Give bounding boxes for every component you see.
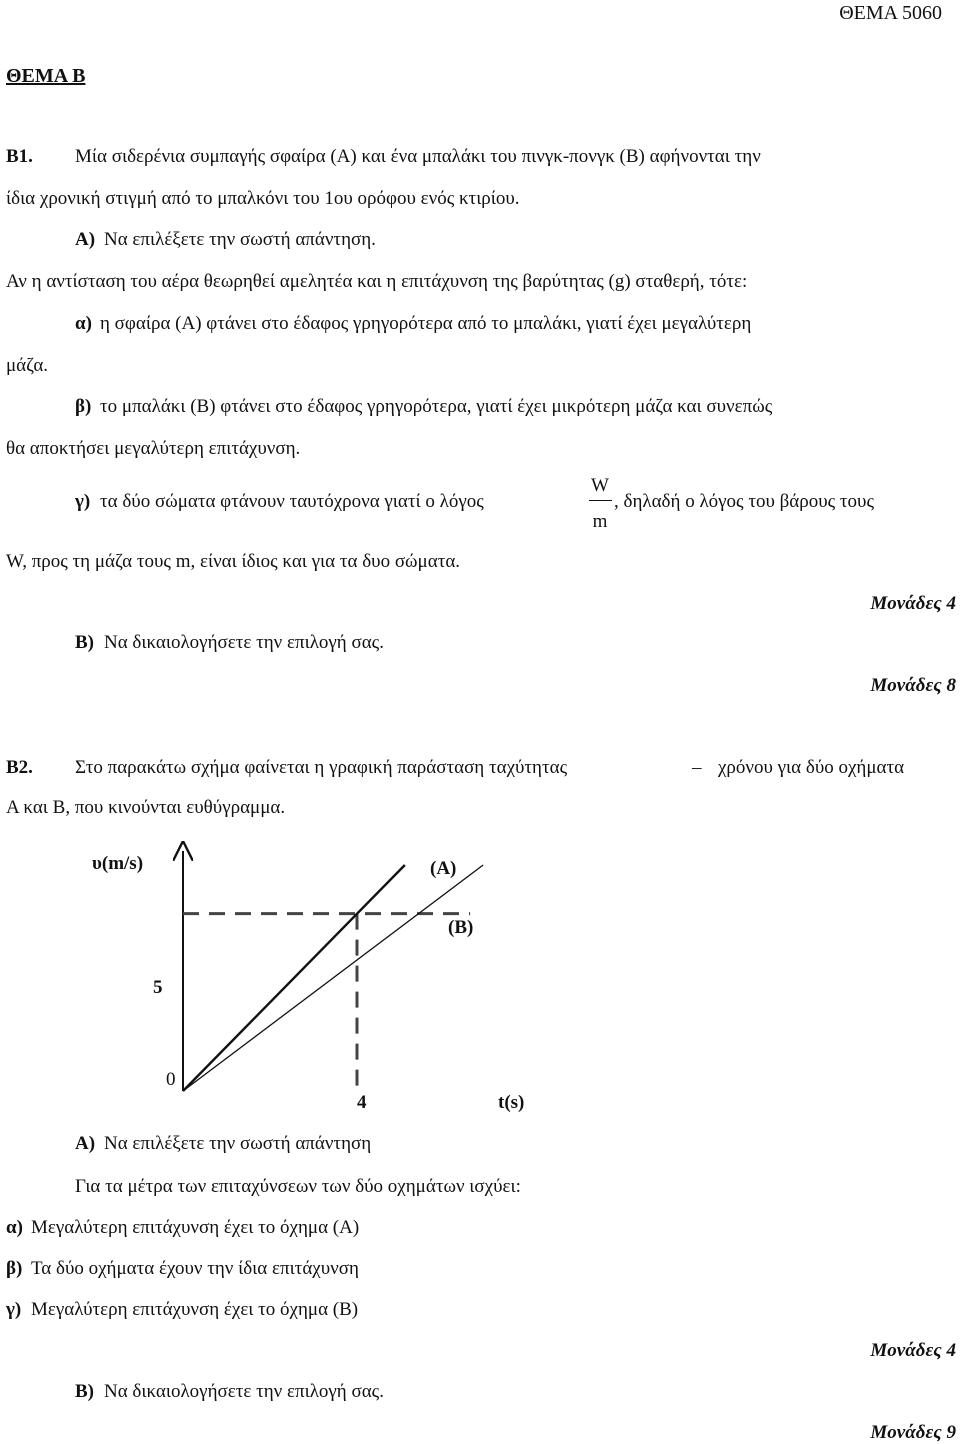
series-label-A: (Α) (430, 858, 457, 879)
fraction-denominator: m (592, 511, 608, 532)
b1-partB-text: Να δικαιολογήσετε την επιλογή σας. (104, 632, 384, 653)
b2-intro-line1: Στο παρακάτω σχήμα φαίνεται η γραφική παράσταση ταχύτητας (75, 757, 568, 778)
b2-partA-label: Α) (75, 1133, 96, 1154)
b1-intro-line2: ίδια χρονική στιγμή από το μπαλκόνι του 1ου ορόφου ενός κτιρίου. (6, 188, 520, 209)
fraction-numerator: W (591, 475, 609, 496)
b1-option-a-line2: μάζα. (6, 355, 49, 376)
b2-label: Β2. (6, 757, 33, 778)
b1-option-c-line2: W, προς τη μάζα τους m, είναι ίδιος και για τα δυο σώματα. (6, 551, 461, 572)
b2-option-a-label: α) (6, 1217, 23, 1238)
b2-intro-line1b: χρόνου για δύο οχήματα (718, 757, 905, 778)
b2-option-b-label: β) (6, 1258, 23, 1279)
b1-label: Β1. (6, 146, 33, 167)
b1-points-a: Μονάδες 4 (870, 593, 956, 614)
b2-option-b: Τα δύο οχήματα έχουν την ίδια επιτάχυνση (31, 1258, 359, 1279)
b2-option-c: Μεγαλύτερη επιτάχυνση έχει το όχημα (Β) (31, 1299, 359, 1320)
x-tick-label: 4 (357, 1092, 367, 1113)
b1-option-c-label: γ) (75, 491, 91, 512)
b1-option-c-line1b: , δηλαδή ο λόγος του βάρους τους (614, 491, 874, 512)
b2-option-c-label: γ) (6, 1299, 22, 1320)
b1-partB-label: Β) (75, 632, 94, 653)
theme-title: ΘΕΜΑ Β (6, 65, 86, 87)
y-tick-label: 5 (153, 977, 163, 998)
b2-question: Για τα μέτρα των επιταχύνσεων των δύο οχημάτων ισχύει: (75, 1176, 521, 1197)
exam-code: ΘΕΜΑ 5060 (839, 2, 942, 24)
b1-condition: Αν η αντίσταση του αέρα θεωρηθεί αμελητέα και η επιτάχυνση της βαρύτητας (g) σταθερή, τότε: (6, 271, 748, 292)
b1-option-b-line2: θα αποκτήσει μεγαλύτερη επιτάχυνση. (6, 438, 301, 459)
b2-points-a: Μονάδες 4 (870, 1340, 956, 1361)
b1-option-a-line1: η σφαίρα (Α) φτάνει στο έδαφος γρηγορότερα από το μπαλάκι, γιατί έχει μεγαλύτερη (100, 313, 752, 334)
velocity-time-chart (0, 835, 600, 1120)
b2-points-b: Μονάδες 9 (870, 1422, 956, 1443)
series-line-A (183, 865, 405, 1091)
series-line-B (183, 865, 483, 1091)
b1-partA-label: Α) (75, 229, 96, 250)
b1-option-c-line1a: τα δύο σώματα φτάνουν ταυτόχρονα γιατί ο λόγος (100, 491, 484, 512)
b1-intro-line1: Μία σιδερένια συμπαγής σφαίρα (Α) και ένα μπαλάκι του πινγκ-πονγκ (Β) αφήνονται την (75, 146, 761, 167)
b1-option-a-label: α) (75, 313, 92, 334)
b1-partA-text: Να επιλέξετε την σωστή απάντηση. (104, 229, 376, 250)
b1-option-b-label: β) (75, 396, 92, 417)
b2-option-a: Μεγαλύτερη επιτάχυνση έχει το όχημα (Α) (31, 1217, 360, 1238)
b2-intro-dash: – (692, 757, 702, 778)
x-axis-label: t(s) (498, 1092, 525, 1113)
b1-points-b: Μονάδες 8 (870, 675, 956, 696)
b1-option-b-line1: το μπαλάκι (Β) φτάνει στο έδαφος γρηγορότερα, γιατί έχει μικρότερη μάζα και συνεπώς (100, 396, 773, 417)
b2-partB-text: Να δικαιολογήσετε την επιλογή σας. (104, 1381, 384, 1402)
b2-partB-label: Β) (75, 1381, 94, 1402)
b2-partA-text: Να επιλέξετε την σωστή απάντηση (104, 1133, 372, 1154)
y-axis-label: υ(m/s) (92, 853, 144, 874)
b2-intro-line2: Α και Β, που κινούνται ευθύγραμμα. (6, 797, 286, 818)
series-label-B: (Β) (448, 917, 474, 938)
origin-label: 0 (166, 1069, 176, 1090)
fraction-bar (589, 500, 612, 501)
